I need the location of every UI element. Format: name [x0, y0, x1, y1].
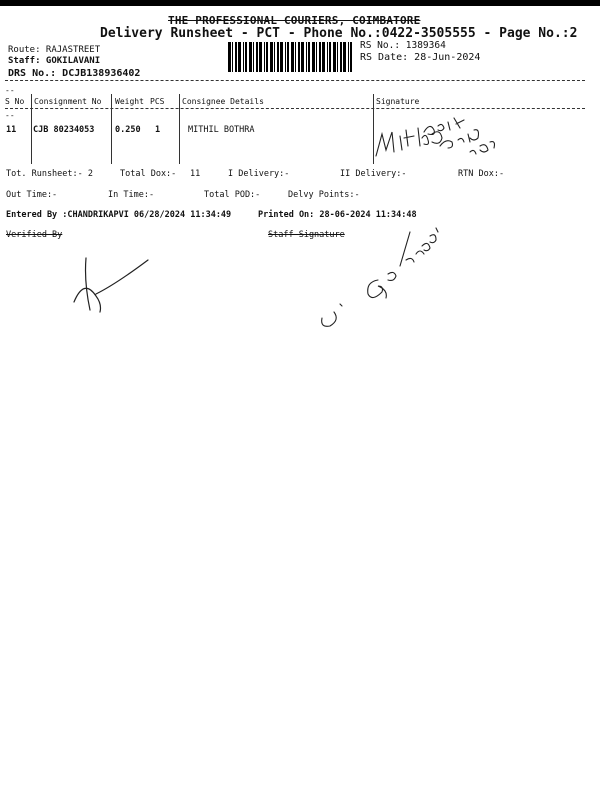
drs-number: DRS No.: DCJB138936402 — [8, 68, 141, 79]
route-label: Route: RAJASTREET — [8, 45, 101, 55]
total-dox-value: 11 — [190, 169, 201, 179]
column-divider — [31, 94, 32, 164]
in-time: In Time:- — [108, 190, 155, 200]
divider-dashes: -- — [5, 111, 15, 120]
delvy-points: Delvy Points:- — [288, 190, 360, 200]
col-header-consignment: Consignment No — [34, 97, 102, 106]
scan-top-edge — [0, 0, 600, 6]
rs-number: RS No.: 1389364 — [360, 40, 446, 51]
total-dox-label: Total Dox:- — [120, 169, 177, 179]
col-header-signature: Signature — [376, 97, 420, 106]
barcode-image — [228, 42, 354, 72]
rtn-dox: RTN Dox:- — [458, 169, 505, 179]
staff-label: Staff: GOKILAVANI — [8, 56, 101, 66]
staff-signature-image — [318, 220, 448, 330]
staff-signature-label: Staff Signature — [268, 230, 345, 240]
cell-consignee: MITHIL BOTHRA — [188, 125, 255, 135]
col-header-consignee: Consignee Details — [182, 97, 264, 106]
divider-dashes: -- — [5, 86, 15, 95]
divider-header — [5, 108, 585, 109]
ii-delivery: II Delivery:- — [340, 169, 407, 179]
col-header-weight: Weight — [115, 97, 144, 106]
cell-pcs: 1 — [155, 125, 161, 135]
entered-by: Entered By :CHANDRIKAPVI 06/28/2024 11:34:49 — [6, 210, 232, 220]
column-divider — [179, 94, 180, 164]
company-name: THE PROFESSIONAL COURIERS, COIMBATORE — [168, 14, 421, 27]
total-pod: Total POD:- — [204, 190, 261, 200]
column-divider — [111, 94, 112, 164]
col-header-pcs: PCS — [150, 97, 165, 106]
out-time: Out Time:- — [6, 190, 58, 200]
verified-by-label: Verified By — [6, 230, 63, 240]
receiver-signature-image — [370, 112, 510, 168]
rs-date: RS Date: 28-Jun-2024 — [360, 52, 481, 63]
i-delivery: I Delivery:- — [228, 169, 290, 179]
col-header-sno: S No — [5, 97, 25, 106]
verifier-signature-image — [66, 254, 156, 314]
page-title: Delivery Runsheet - PCT - Phone No.:0422-3505555 - Page No.:2 — [100, 26, 578, 41]
cell-weight: 0.250 — [115, 125, 141, 135]
printed-on: Printed On: 28-06-2024 11:34:48 — [258, 210, 417, 220]
divider-top — [5, 80, 585, 81]
cell-sno: 11 — [6, 125, 17, 135]
cell-consignment: CJB 80234053 — [33, 125, 95, 135]
tot-runsheet: Tot. Runsheet:- 2 — [6, 169, 93, 179]
